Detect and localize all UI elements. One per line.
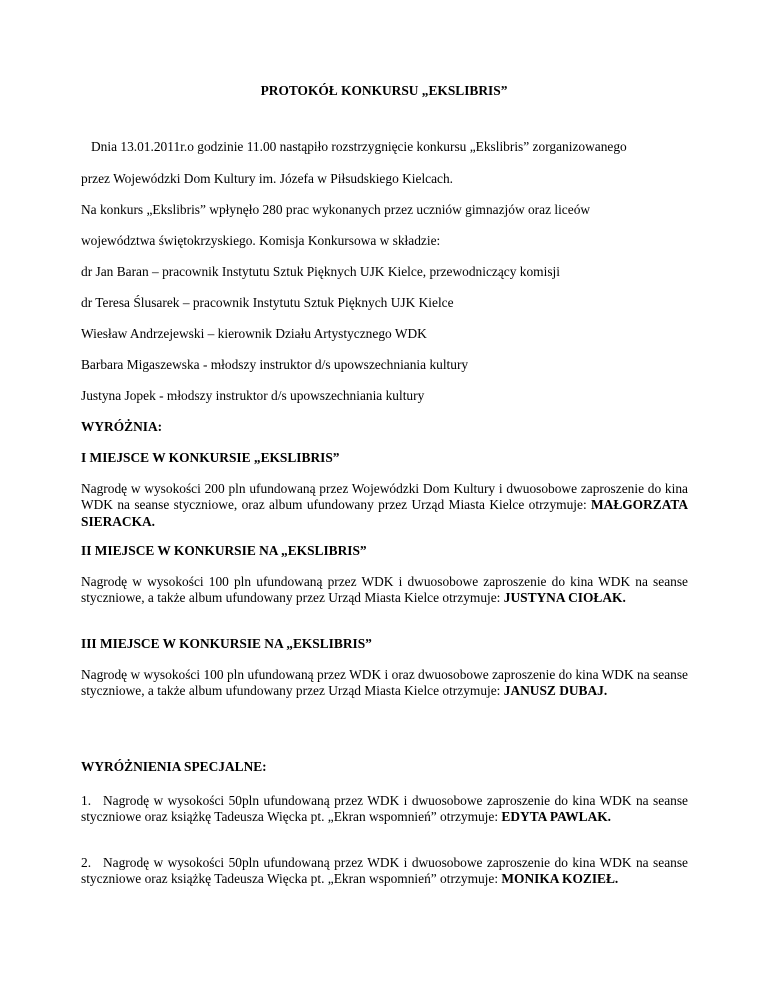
special-award-winner: EDYTA PAWLAK. xyxy=(501,809,612,825)
special-award-winner: MONIKA KOZIEŁ. xyxy=(501,871,619,887)
place1-paragraph xyxy=(81,481,688,530)
intro-line: Na konkurs „Ekslibris” wpłynęło 280 prac wykonanych przez uczniów gimnazjów oraz liceów xyxy=(81,202,591,217)
intro-line: Dnia 13.01.2011r.o godzinie 11.00 nastąpiło rozstrzygnięcie konkursu „Ekslibris” zorganizowanego xyxy=(91,139,627,154)
place2-heading: II MIEJSCE W KONKURSIE NA „EKSLIBRIS” xyxy=(81,543,367,558)
place2-text: Nagrodę w wysokości 100 pln ufundowaną przez WDK i dwuosobowe zaproszenie do kina WDK na seanse styczniowe, a także album ufundowany przez Urząd Miasta Kielce otrzymuje: xyxy=(81,574,688,606)
place3-text: Nagrodę w wysokości 100 pln ufundowaną przez WDK i oraz dwuosobowe zaproszenie do kina WDK na seanse styczniowe, a także album ufundowany przez Urząd Miasta Kielce otrzymuje: xyxy=(81,667,688,699)
committee-member: dr Jan Baran – pracownik Instytutu Sztuk Pięknych UJK Kielce, przewodniczący komisji xyxy=(81,264,560,279)
intro-line: województwa świętokrzyskiego. Komisja Konkursowa w składzie: xyxy=(81,233,441,248)
document-title: PROTOKÓŁ KONKURSU „EKSLIBRIS” xyxy=(260,83,508,98)
awards-heading: WYRÓŻNIA: xyxy=(81,419,163,434)
place2-paragraph xyxy=(81,574,688,607)
place3-paragraph xyxy=(81,667,688,700)
special-award-number: 1. xyxy=(81,793,92,808)
committee-member: Justyna Jopek - młodszy instruktor d/s upowszechniania kultury xyxy=(81,388,425,403)
special-award-number: 2. xyxy=(81,855,92,870)
place2-winner: JUSTYNA CIOŁAK. xyxy=(503,590,626,606)
place3-winner: JANUSZ DUBAJ. xyxy=(503,683,608,699)
special-award-item xyxy=(81,793,688,826)
special-heading: WYRÓŻNIENIA SPECJALNE: xyxy=(81,759,267,774)
committee-member: Barbara Migaszewska - młodszy instruktor d/s upowszechniania kultury xyxy=(81,357,469,372)
committee-member: dr Teresa Ślusarek – pracownik Instytutu Sztuk Pięknych UJK Kielce xyxy=(81,295,454,310)
place3-heading: III MIEJSCE W KONKURSIE NA „EKSLIBRIS” xyxy=(81,636,372,651)
special-award-item xyxy=(81,855,688,888)
special-award-text: Nagrodę w wysokości 50pln ufundowaną przez WDK i dwuosobowe zaproszenie do kina WDK na seanse styczniowe oraz książkę Tadeusza Więcka pt. „Ekran wspomnień” otrzymuje: xyxy=(81,855,688,887)
intro-line: przez Wojewódzki Dom Kultury im. Józefa w Piłsudskiego Kielcach. xyxy=(81,171,454,186)
place1-heading: I MIEJSCE W KONKURSIE „EKSLIBRIS” xyxy=(81,450,340,465)
committee-member: Wiesław Andrzejewski – kierownik Działu Artystycznego WDK xyxy=(81,326,427,341)
special-award-text: Nagrodę w wysokości 50pln ufundowaną przez WDK i dwuosobowe zaproszenie do kina WDK na seanse styczniowe oraz książkę Tadeusza Więcka pt. „Ekran wspomnień” otrzymuje: xyxy=(81,793,688,825)
place1-text: Nagrodę w wysokości 200 pln ufundowaną przez Wojewódzki Dom Kultury i dwuosobowe zaproszenie do kina WDK na seanse styczniowe, oraz album ufundowany przez Urząd Miasta Kielce otrzymuje: xyxy=(81,481,688,513)
place1-winner: MAŁGORZATA SIERACKA. xyxy=(81,497,688,529)
